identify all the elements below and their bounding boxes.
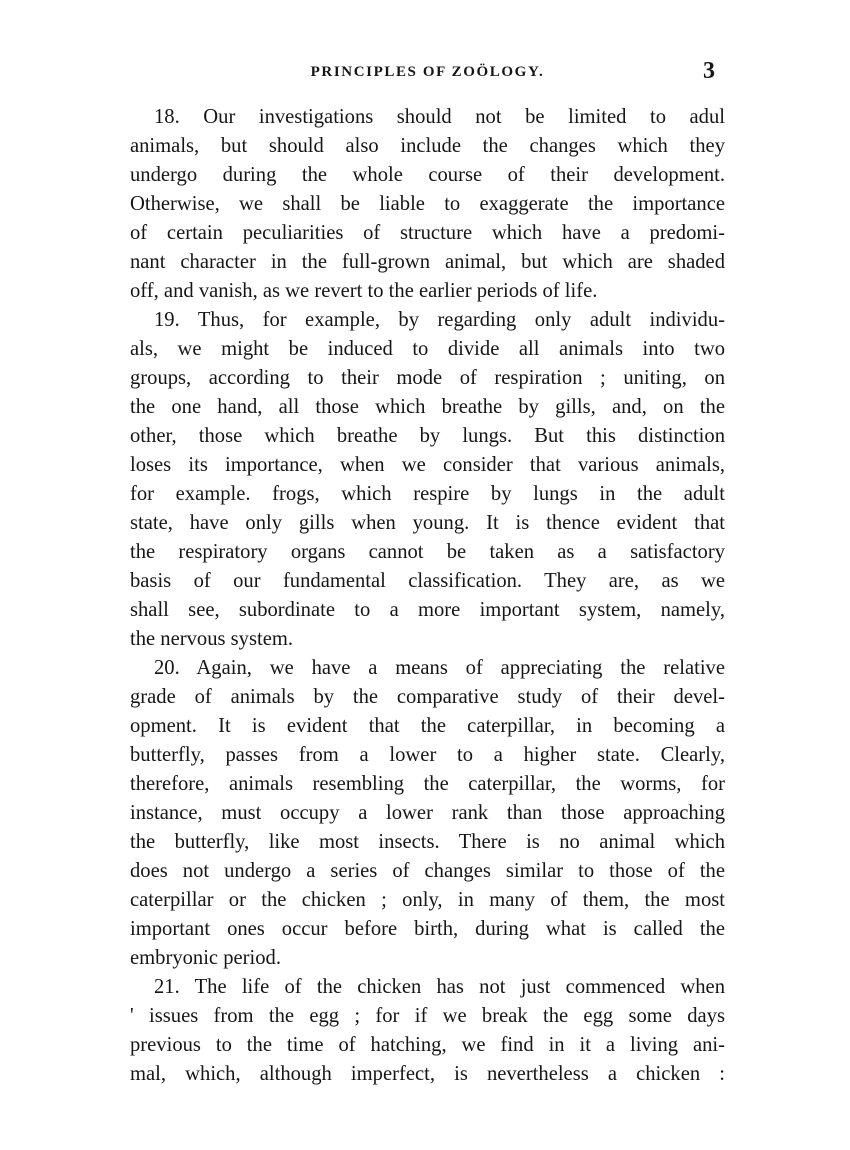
text-line: other, those which breathe by lungs. But this distinction xyxy=(130,425,725,447)
text-line: 19. Thus, for example, by regarding only adult individu- xyxy=(154,309,725,331)
text-line: groups, according to their mode of respiration ; uniting, on xyxy=(130,367,725,389)
text-line: off, and vanish, as we revert to the earlier periods of life. xyxy=(130,280,598,302)
text-line: nant character in the full-grown animal, but which are shaded xyxy=(130,251,725,273)
text-line: shall see, subordinate to a more important system, namely, xyxy=(130,599,725,621)
text-line: does not undergo a series of changes similar to those of the xyxy=(130,860,725,882)
text-line: the nervous system. xyxy=(130,628,294,650)
text-line: grade of animals by the comparative study of their devel- xyxy=(130,686,725,708)
text-line: 18. Our investigations should not be limited to adul xyxy=(154,106,725,128)
text-line: undergo during the whole course of their development. xyxy=(130,164,725,186)
text-line: the one hand, all those which breathe by gills, and, on the xyxy=(130,396,725,418)
text-line: ' issues from the egg ; for if we break the egg some days xyxy=(130,1005,725,1027)
text-line: 21. The life of the chicken has not just commenced when xyxy=(154,976,725,998)
paragraph-20 xyxy=(130,654,725,973)
text-line: als, we might be induced to divide all animals into two xyxy=(130,338,725,360)
text-line: caterpillar or the chicken ; only, in many of them, the most xyxy=(130,889,725,911)
paragraph-19 xyxy=(130,306,725,654)
running-head xyxy=(130,60,725,86)
paragraph-18 xyxy=(130,103,725,306)
text-line: basis of our fundamental classification. They are, as we xyxy=(130,570,725,592)
text-line: important ones occur before birth, during what is called the xyxy=(130,918,725,940)
running-title: PRINCIPLES OF ZOÖLOGY. xyxy=(310,64,545,80)
text-line: previous to the time of hatching, we find in it a living ani- xyxy=(130,1034,725,1056)
text-line: 20. Again, we have a means of appreciating the relative xyxy=(154,657,725,679)
text-line: for example. frogs, which respire by lungs in the adult xyxy=(130,483,725,505)
page-number: 3 xyxy=(703,58,715,84)
text-line: butterfly, passes from a lower to a higher state. Clearly, xyxy=(130,744,725,766)
text-line: opment. It is evident that the caterpillar, in becoming a xyxy=(130,715,725,737)
text-line: of certain peculiarities of structure which have a predomi- xyxy=(130,222,725,244)
text-line: state, have only gills when young. It is thence evident that xyxy=(130,512,725,534)
text-line: the butterfly, like most insects. There is no animal which xyxy=(130,831,725,853)
text-line: embryonic period. xyxy=(130,947,281,969)
text-line: loses its importance, when we consider that various animals, xyxy=(130,454,725,476)
text-line: instance, must occupy a lower rank than those approaching xyxy=(130,802,725,824)
text-line: mal, which, although imperfect, is nevertheless a chicken : xyxy=(130,1063,725,1085)
text-line: the respiratory organs cannot be taken as a satisfactory xyxy=(130,541,725,563)
text-line: animals, but should also include the changes which they xyxy=(130,135,725,157)
paragraph-21 xyxy=(130,973,725,1089)
text-line: Otherwise, we shall be liable to exaggerate the importance xyxy=(130,193,725,215)
body-text xyxy=(130,103,725,1089)
text-line: therefore, animals resembling the caterpillar, the worms, for xyxy=(130,773,725,795)
